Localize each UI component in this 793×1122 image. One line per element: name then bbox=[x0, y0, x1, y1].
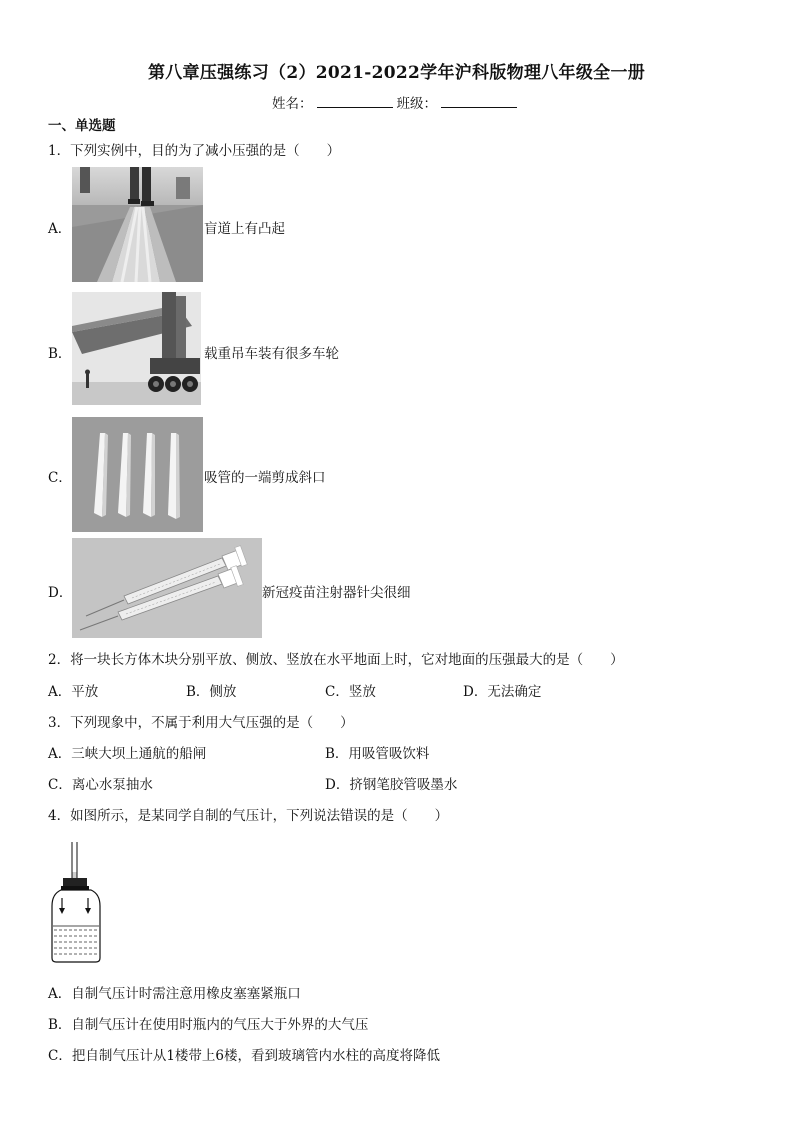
q1-option-b-letter: B． bbox=[48, 346, 72, 362]
q1-option-a-letter: A． bbox=[48, 221, 72, 237]
q1-option-d-letter: D． bbox=[48, 585, 73, 601]
q3-option-c: C．离心水泵抽水 bbox=[48, 777, 153, 793]
syringes-photo bbox=[72, 538, 262, 638]
q4-option-a: A．自制气压计时需注意用橡皮塞塞紧瓶口 bbox=[48, 986, 301, 1002]
tactile-paving-photo bbox=[72, 167, 203, 282]
question-3-stem: 3．下列现象中，不属于利用大气压强的是（ ） bbox=[48, 715, 354, 731]
q2-option-d: D．无法确定 bbox=[463, 684, 542, 700]
homemade-barometer-diagram bbox=[48, 838, 104, 964]
q2-option-c: C．竖放 bbox=[325, 684, 376, 700]
student-info-line bbox=[0, 92, 793, 112]
class-blank[interactable] bbox=[441, 95, 517, 108]
straws-photo bbox=[72, 417, 203, 532]
q1-option-b-text: 载重吊车装有很多车轮 bbox=[204, 346, 339, 362]
name-label: 姓名： bbox=[272, 96, 313, 112]
q1-option-a-text: 盲道上有凸起 bbox=[204, 221, 285, 237]
q1-option-d-text: 新冠疫苗注射器针尖很细 bbox=[262, 585, 411, 601]
page-title: 第八章压强练习（2）2021-2022学年沪科版物理八年级全一册 bbox=[147, 63, 646, 83]
q2-option-b: B．侧放 bbox=[186, 684, 237, 700]
question-4-stem: 4．如图所示，是某同学自制的气压计，下列说法错误的是（ ） bbox=[48, 808, 449, 824]
q4-option-c: C．把自制气压计从1楼带上6楼，看到玻璃管内水柱的高度将降低 bbox=[48, 1048, 441, 1064]
q3-option-d: D．挤钢笔胶管吸墨水 bbox=[325, 777, 458, 793]
q2-option-a: A．平放 bbox=[48, 684, 99, 700]
question-2-stem: 2．将一块长方体木块分别平放、侧放、竖放在水平地面上时，它对地面的压强最大的是（ ） bbox=[48, 652, 624, 668]
q1-option-c-letter: C． bbox=[48, 470, 72, 486]
name-blank[interactable] bbox=[317, 95, 393, 108]
q4-option-b: B．自制气压计在使用时瓶内的气压大于外界的大气压 bbox=[48, 1017, 369, 1033]
heavy-crane-photo bbox=[72, 292, 201, 405]
q3-option-a: A．三峡大坝上通航的船闸 bbox=[48, 746, 207, 762]
question-1-stem: 1．下列实例中，目的为了减小压强的是（ ） bbox=[48, 143, 341, 159]
q1-option-c-text: 吸管的一端剪成斜口 bbox=[204, 470, 326, 486]
section-heading: 一、单选题 bbox=[48, 118, 116, 134]
q3-option-b: B．用吸管吸饮料 bbox=[325, 746, 430, 762]
class-label: 班级： bbox=[396, 96, 437, 112]
